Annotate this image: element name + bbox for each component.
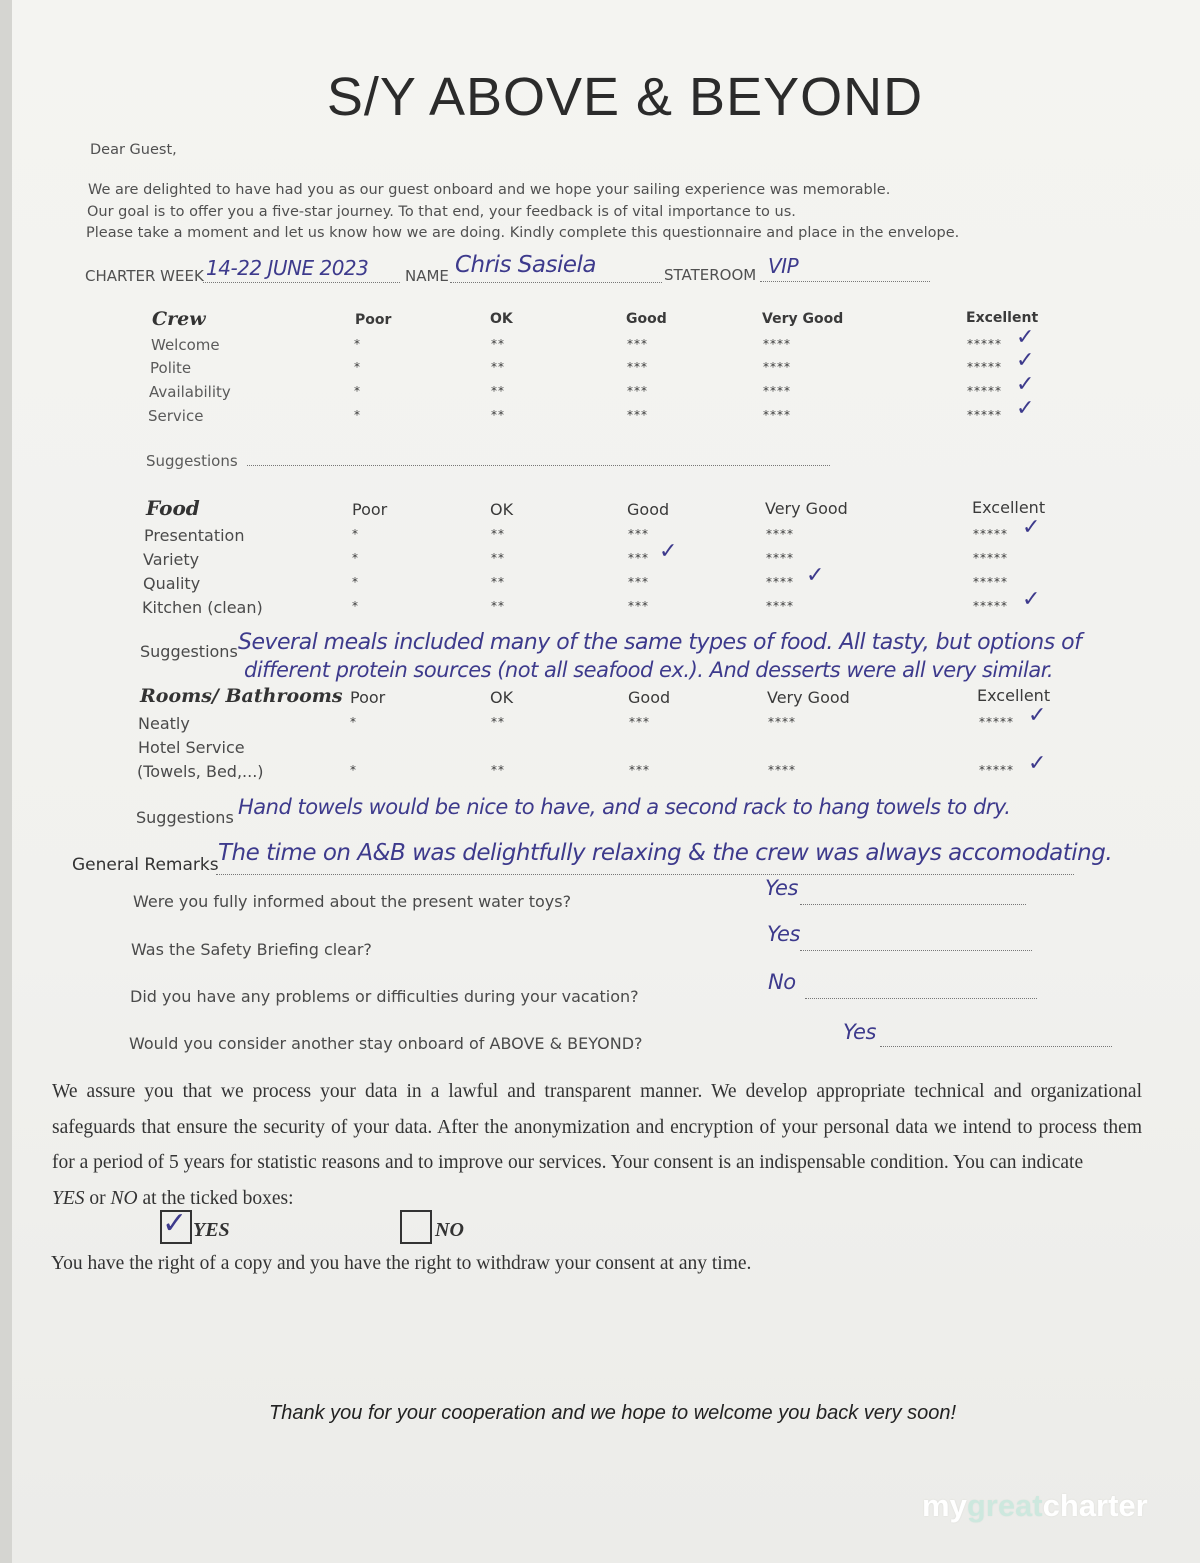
rating-option-good[interactable]: *** bbox=[629, 715, 650, 729]
rating-option-excellent[interactable]: ***** bbox=[973, 527, 1008, 541]
rating-option-excellent[interactable]: ***** bbox=[979, 763, 1014, 777]
rating-option-good[interactable]: *** bbox=[628, 599, 649, 613]
checkmark-icon: ✓ bbox=[1022, 515, 1041, 540]
food-col-ok: OK bbox=[490, 500, 514, 519]
rating-option-ok[interactable]: ** bbox=[491, 599, 505, 613]
rooms-col-poor: Poor bbox=[350, 688, 386, 707]
rating-option-poor[interactable]: * bbox=[352, 551, 359, 565]
watermark-part-1: my bbox=[922, 1488, 967, 1523]
consent-paragraph: We assure you that we process your data in a lawful and transparent manner. We develop appropriate technical and organizational safeguards that ensure the security of your data. After the anonymization and encryption of your personal data we intend to process them for a period of 5 years for statistic reasons and to improve our services. Your consent is an indispensable condition. You can indicate bbox=[52, 1081, 1142, 1173]
page-title: S/Y ABOVE & BEYOND bbox=[326, 67, 924, 127]
rating-option-good[interactable]: *** bbox=[628, 527, 649, 541]
checkmark-icon: ✓ bbox=[1016, 372, 1035, 397]
crew-col-ok: OK bbox=[490, 311, 513, 327]
checkmark-icon: ✓ bbox=[1016, 348, 1035, 373]
rights-text: You have the right of a copy and you have the right to withdraw your consent at any time. bbox=[51, 1253, 752, 1274]
rating-option-excellent[interactable]: ***** bbox=[973, 551, 1008, 565]
crew-section-title: Crew bbox=[152, 308, 206, 330]
rating-option-excellent[interactable]: ***** bbox=[979, 715, 1014, 729]
checkmark-icon: ✓ bbox=[806, 563, 825, 588]
watermark-part-2: great bbox=[966, 1488, 1043, 1523]
checkmark-icon: ✓ bbox=[1022, 587, 1041, 612]
question-label: Did you have any problems or difficulties during your vacation? bbox=[130, 987, 639, 1006]
general-remarks-label: General Remarks bbox=[72, 855, 219, 875]
rooms-suggestions-value[interactable]: Hand towels would be nice to have, and a second rack to hang towels to dry. bbox=[238, 795, 1011, 819]
rating-option-good[interactable]: *** bbox=[627, 337, 648, 351]
rating-option-good[interactable]: *** bbox=[627, 384, 648, 398]
question-answer[interactable]: Yes bbox=[765, 876, 798, 900]
question-answer[interactable]: No bbox=[768, 970, 796, 994]
question-answer[interactable]: Yes bbox=[843, 1020, 876, 1044]
rooms-section-title: Rooms/ Bathrooms bbox=[140, 685, 343, 707]
rooms-col-good: Good bbox=[628, 688, 671, 707]
rating-option-ok[interactable]: ** bbox=[491, 575, 505, 589]
watermark-part-3: charter bbox=[1042, 1488, 1148, 1523]
rating-option-ok[interactable]: ** bbox=[491, 551, 505, 565]
rooms-row-label: Hotel Service bbox=[138, 738, 245, 757]
crew-col-good: Good bbox=[626, 311, 667, 327]
rooms-row-label: Neatly bbox=[138, 714, 190, 733]
rating-option-poor[interactable]: * bbox=[354, 408, 361, 422]
thank-you-note: Thank you for your cooperation and we hope to welcome you back very soon! bbox=[269, 1402, 957, 1424]
checkmark-icon: ✓ bbox=[1028, 703, 1047, 728]
rating-option-very-good[interactable]: **** bbox=[768, 763, 796, 777]
watermark-logo bbox=[922, 1488, 1148, 1524]
question-answer[interactable]: Yes bbox=[767, 922, 800, 946]
rating-option-good[interactable]: *** bbox=[627, 360, 648, 374]
stateroom-label: STATEROOM bbox=[664, 266, 757, 284]
rating-option-very-good[interactable]: **** bbox=[763, 360, 791, 374]
crew-row-label: Polite bbox=[150, 359, 192, 377]
checkmark-icon: ✓ bbox=[1016, 396, 1035, 421]
food-suggestions-line-2[interactable]: different protein sources (not all seafood ex.). And desserts were all very similar. bbox=[244, 658, 1054, 682]
crew-suggestions-label: Suggestions bbox=[146, 452, 238, 470]
crew-row-label: Welcome bbox=[151, 336, 220, 354]
rating-option-very-good[interactable]: **** bbox=[766, 599, 794, 613]
food-suggestions-line-1[interactable]: Several meals included many of the same types of food. All tasty, but options of bbox=[238, 630, 1082, 655]
rating-option-very-good[interactable]: **** bbox=[768, 715, 796, 729]
food-row-label: Presentation bbox=[144, 526, 245, 545]
question-label: Would you consider another stay onboard of ABOVE & BEYOND? bbox=[129, 1034, 643, 1053]
rating-option-very-good[interactable]: **** bbox=[766, 527, 794, 541]
checkmark-icon: ✓ bbox=[1028, 751, 1047, 776]
intro-line-1: We are delighted to have had you as our guest onboard and we hope your sailing experience was memorable. bbox=[88, 182, 891, 198]
rating-option-poor[interactable]: * bbox=[354, 360, 361, 374]
rating-option-very-good[interactable]: **** bbox=[763, 408, 791, 422]
rating-option-good[interactable]: *** bbox=[628, 575, 649, 589]
data-consent-text bbox=[52, 1074, 1142, 1216]
charter-week-value[interactable]: 14-22 JUNE 2023 bbox=[206, 256, 369, 280]
consent-tail: at the ticked boxes: bbox=[142, 1187, 294, 1209]
name-value[interactable]: Chris Sasiela bbox=[455, 252, 596, 278]
rating-option-excellent[interactable]: ***** bbox=[973, 599, 1008, 613]
food-row-label: Quality bbox=[143, 574, 201, 593]
rating-option-ok[interactable]: ** bbox=[491, 408, 505, 422]
rating-option-very-good[interactable]: **** bbox=[766, 551, 794, 565]
food-col-very-good: Very Good bbox=[765, 499, 848, 518]
rooms-col-very-good: Very Good bbox=[767, 688, 850, 707]
crew-col-very-good: Very Good bbox=[762, 311, 844, 327]
stateroom-value[interactable]: VIP bbox=[768, 254, 799, 278]
rating-option-poor[interactable]: * bbox=[352, 599, 359, 613]
name-label: NAME bbox=[405, 267, 449, 285]
checkmark-icon: ✓ bbox=[162, 1206, 188, 1241]
food-row-label: Kitchen (clean) bbox=[142, 598, 263, 617]
rating-option-ok[interactable]: ** bbox=[491, 337, 505, 351]
rating-option-poor[interactable]: * bbox=[350, 715, 357, 729]
rating-option-ok[interactable]: ** bbox=[491, 527, 505, 541]
consent-no-label: NO bbox=[435, 1219, 464, 1241]
rating-option-ok[interactable]: ** bbox=[491, 763, 505, 777]
rating-option-poor[interactable]: * bbox=[354, 384, 361, 398]
crew-col-poor: Poor bbox=[355, 312, 392, 328]
consent-yes-word: YES bbox=[52, 1187, 85, 1209]
greeting: Dear Guest, bbox=[90, 142, 177, 158]
rooms-col-excellent: Excellent bbox=[977, 686, 1051, 705]
rating-option-good[interactable]: *** bbox=[628, 551, 649, 565]
rating-option-very-good[interactable]: **** bbox=[763, 337, 791, 351]
food-row-label: Variety bbox=[143, 550, 200, 569]
checkmark-icon: ✓ bbox=[659, 539, 678, 564]
checkmark-icon: ✓ bbox=[1016, 325, 1035, 350]
question-label: Were you fully informed about the present water toys? bbox=[133, 892, 572, 911]
rating-option-poor[interactable]: * bbox=[350, 763, 357, 777]
food-col-good: Good bbox=[627, 500, 670, 519]
crew-row-label: Service bbox=[148, 407, 204, 425]
food-col-excellent: Excellent bbox=[972, 498, 1046, 517]
rating-option-excellent[interactable]: ***** bbox=[967, 408, 1002, 422]
rating-option-good[interactable]: *** bbox=[629, 763, 650, 777]
rooms-col-ok: OK bbox=[490, 688, 514, 707]
intro-line-2: Our goal is to offer you a five-star journey. To that end, your feedback is of vital importance to us. bbox=[87, 204, 796, 220]
consent-yes-label: YES bbox=[193, 1219, 230, 1241]
rating-option-ok[interactable]: ** bbox=[491, 360, 505, 374]
food-section-title: Food bbox=[146, 496, 200, 520]
rating-option-poor[interactable]: * bbox=[352, 527, 359, 541]
rooms-row-label-sub: (Towels, Bed,...) bbox=[137, 762, 264, 781]
consent-no-checkbox[interactable] bbox=[400, 1210, 432, 1244]
rating-option-excellent[interactable]: ***** bbox=[967, 360, 1002, 374]
rating-option-excellent[interactable]: ***** bbox=[967, 384, 1002, 398]
rating-option-poor[interactable]: * bbox=[354, 337, 361, 351]
crew-row-label: Availability bbox=[149, 383, 231, 401]
crew-col-excellent: Excellent bbox=[966, 310, 1039, 326]
rating-option-good[interactable]: *** bbox=[627, 408, 648, 422]
rating-option-excellent[interactable]: ***** bbox=[967, 337, 1002, 351]
rooms-suggestions-label: Suggestions bbox=[136, 808, 234, 827]
rating-option-ok[interactable]: ** bbox=[491, 715, 505, 729]
consent-yes-checkbox[interactable] bbox=[160, 1206, 192, 1244]
consent-or-word: or bbox=[89, 1187, 106, 1209]
rating-option-ok[interactable]: ** bbox=[491, 384, 505, 398]
charter-week-label: CHARTER WEEK bbox=[85, 267, 204, 285]
food-col-poor: Poor bbox=[352, 500, 388, 519]
rating-option-excellent[interactable]: ***** bbox=[973, 575, 1008, 589]
question-label: Was the Safety Briefing clear? bbox=[131, 940, 372, 959]
rating-option-poor[interactable]: * bbox=[352, 575, 359, 589]
consent-no-word: NO bbox=[110, 1187, 138, 1209]
rating-option-very-good[interactable]: **** bbox=[763, 384, 791, 398]
intro-line-3: Please take a moment and let us know how we are doing. Kindly complete this questionnaire and place in the envelope. bbox=[86, 225, 960, 241]
general-remarks-value[interactable]: The time on A&B was delightfully relaxing & the crew was always accomodating. bbox=[218, 840, 1113, 866]
rating-option-very-good[interactable]: **** bbox=[766, 575, 794, 589]
food-suggestions-label: Suggestions bbox=[140, 642, 238, 661]
